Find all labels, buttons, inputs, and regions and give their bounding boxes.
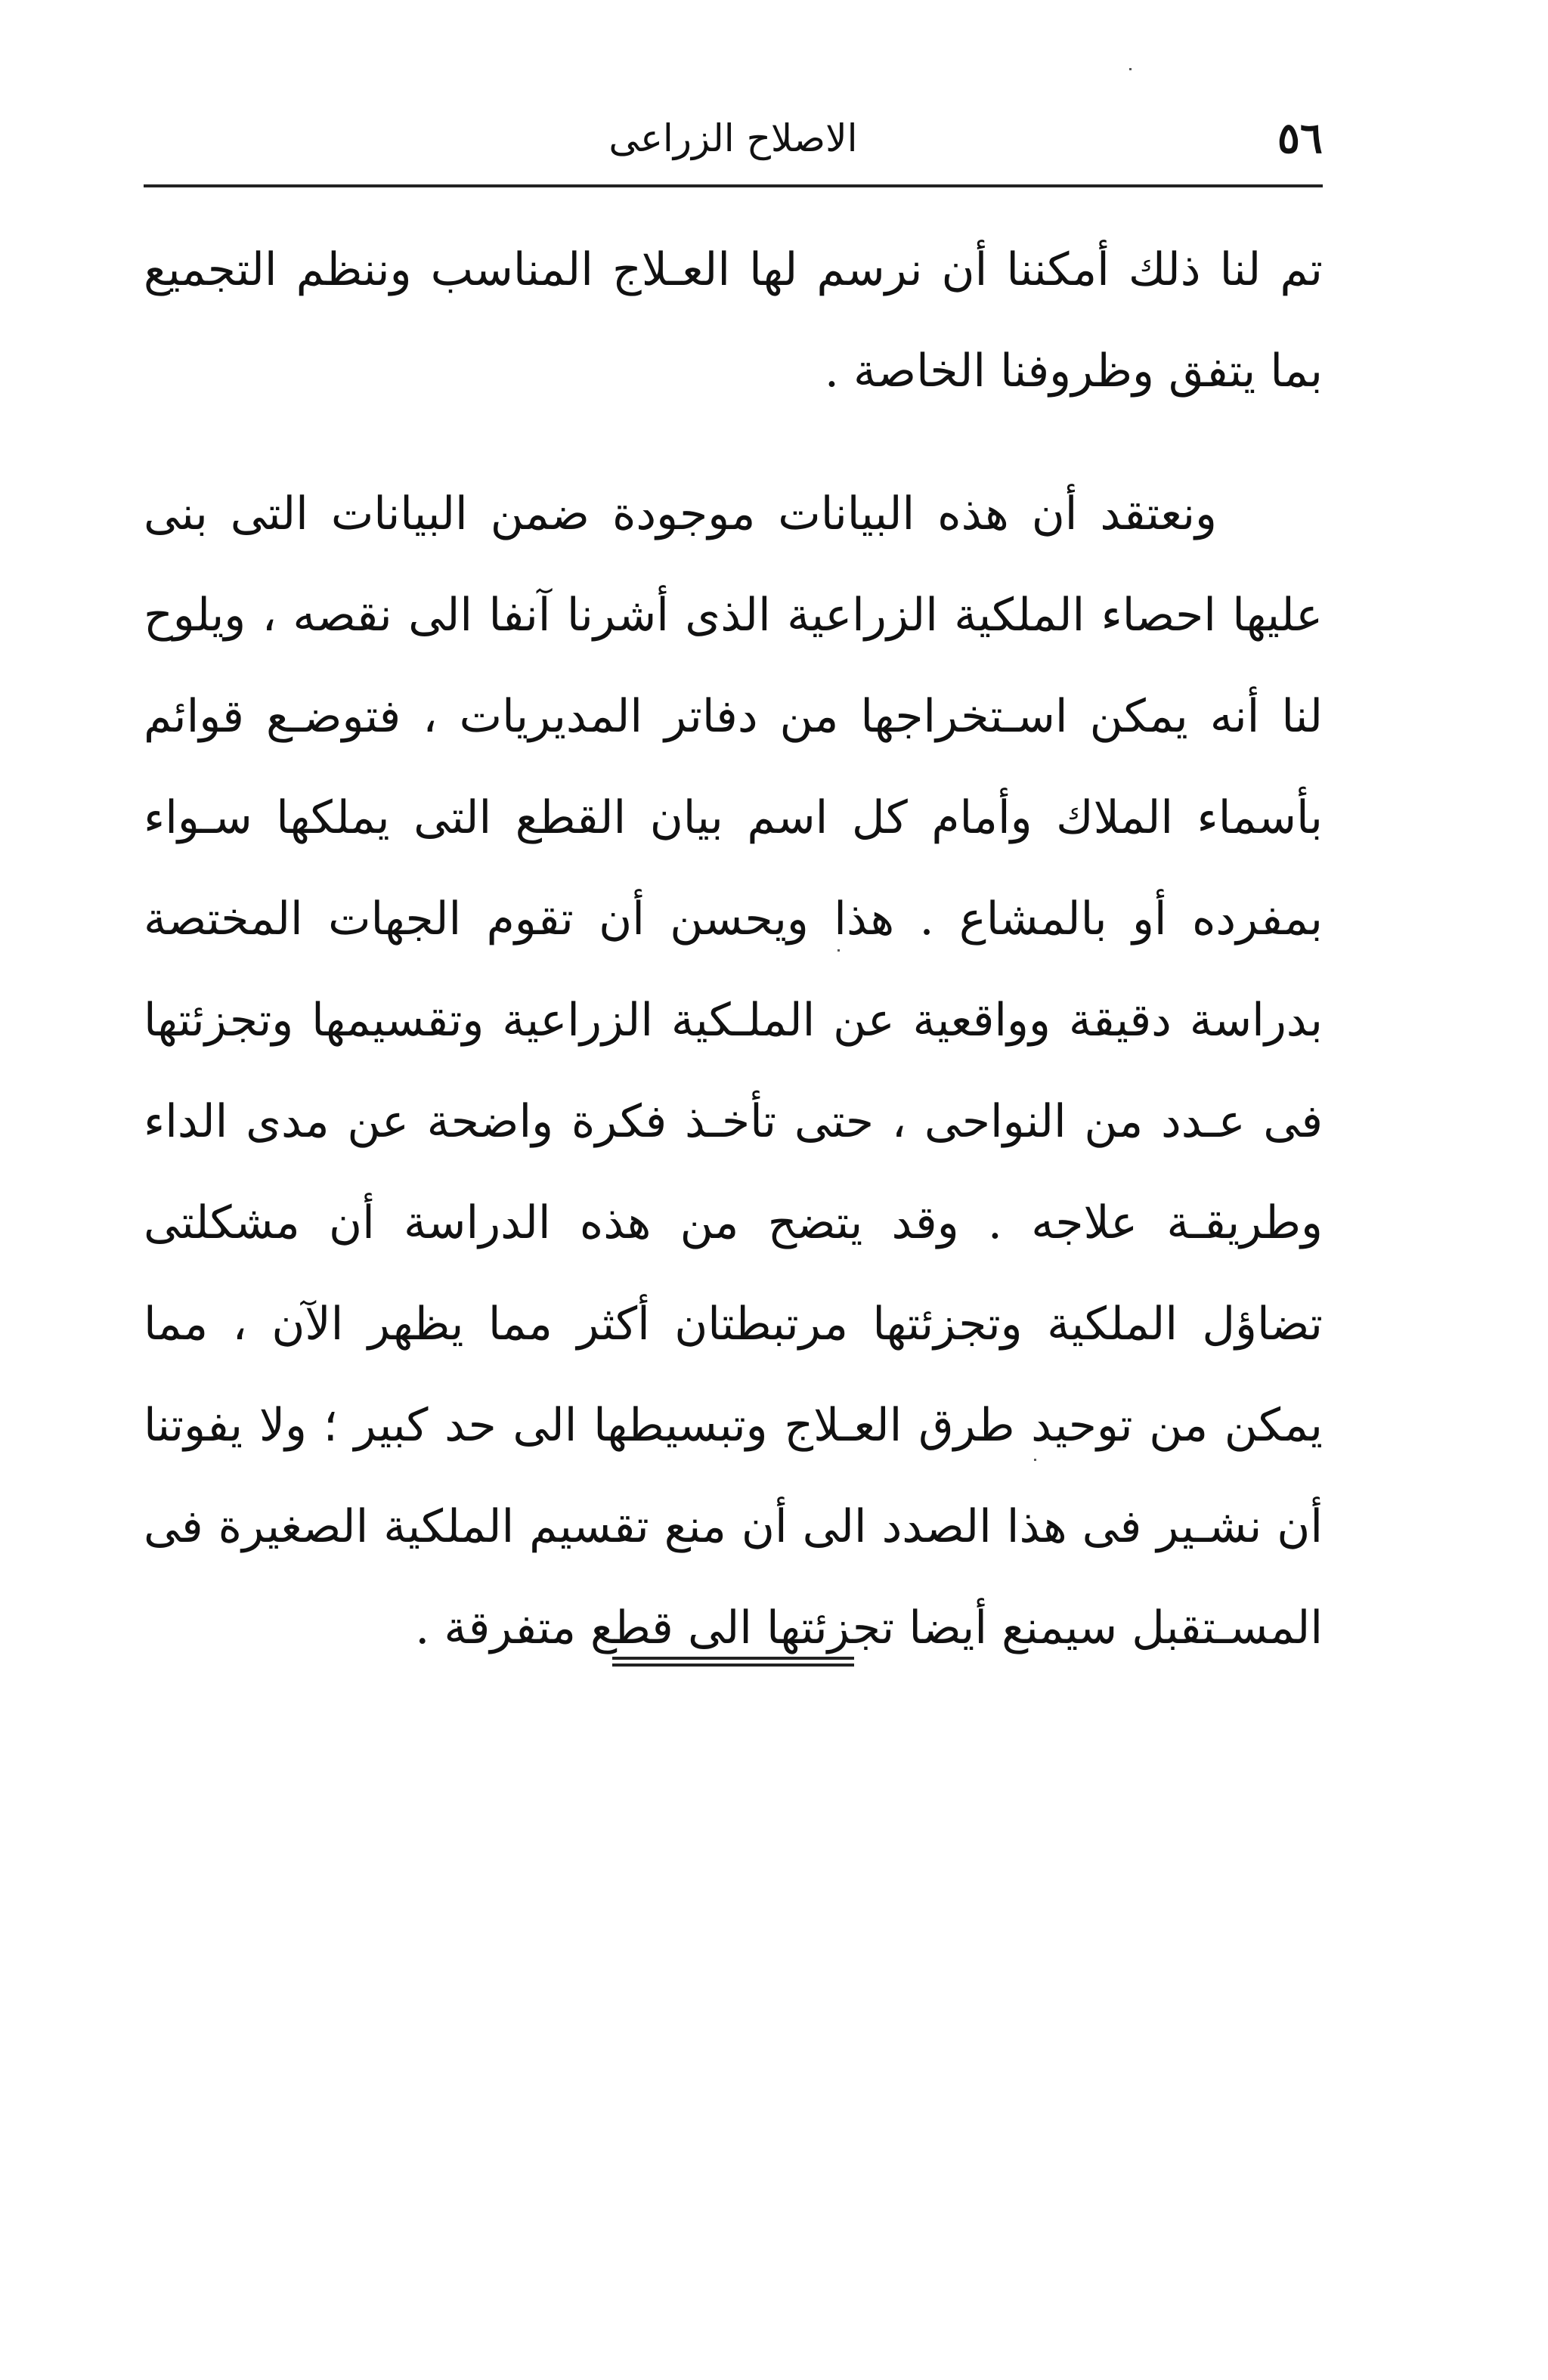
body-text: [144, 219, 1323, 1679]
page-number: ٥٦: [1277, 113, 1323, 163]
scan-speck: [837, 949, 840, 952]
paragraph: تم لنا ذلك أمكننا أن نرسم لها العـلاج المناسب وننظم التجميع بما يتفق وظروفنا الخاصة .: [144, 243, 1323, 398]
end-rule-line: [612, 1664, 854, 1667]
header-rule: [144, 184, 1323, 187]
scan-speck: [1129, 68, 1132, 70]
paragraph: ونعتقد أن هذه البيانات موجودة ضمن البيانات التى بنى عليها احصاء الملكية الزراعية الذى أشرنا آنفا الى نقصه ، ويلوح لنا أنه يمكن اسـتخراجها من دفاتر المديريات ، فتوضـع قوائم بأسماء الملاك وأمام كل اسم بيان القطع التى يملكها سـواء بمفرده أو بالمشاع . هذا ويحسن أن تقوم الجهات المختصة بدراسة دقيقة وواقعية عن الملـكية الزراعية وتقسيمها وتجزئتها فى عـدد من النواحى ، حتى تأخـذ فكرة واضحة عن مدى الداء وطريقـة علاجه . وقد يتضح من هذه الدراسة أن مشكلتى تضاؤل الملكية وتجزئتها مرتبطتان أكثر مما يظهر الآن ، مما يمكن من توحيد طرق العـلاج وتبسيطها الى حد كبير ؛ ولا يفوتنا أن نشـير فى هذا الصدد الى أن منع تقسيم الملكية الصغيرة فى المسـتقبل سيمنع أيضا تجزئتها الى قطع متفرقة .: [144, 487, 1323, 1654]
section-end-rule: [612, 1657, 854, 1667]
scan-speck: [1034, 1459, 1036, 1461]
page-header: [144, 104, 1323, 180]
end-rule-line: [612, 1657, 854, 1660]
running-title: الاصلاح الزراعى: [608, 116, 858, 160]
